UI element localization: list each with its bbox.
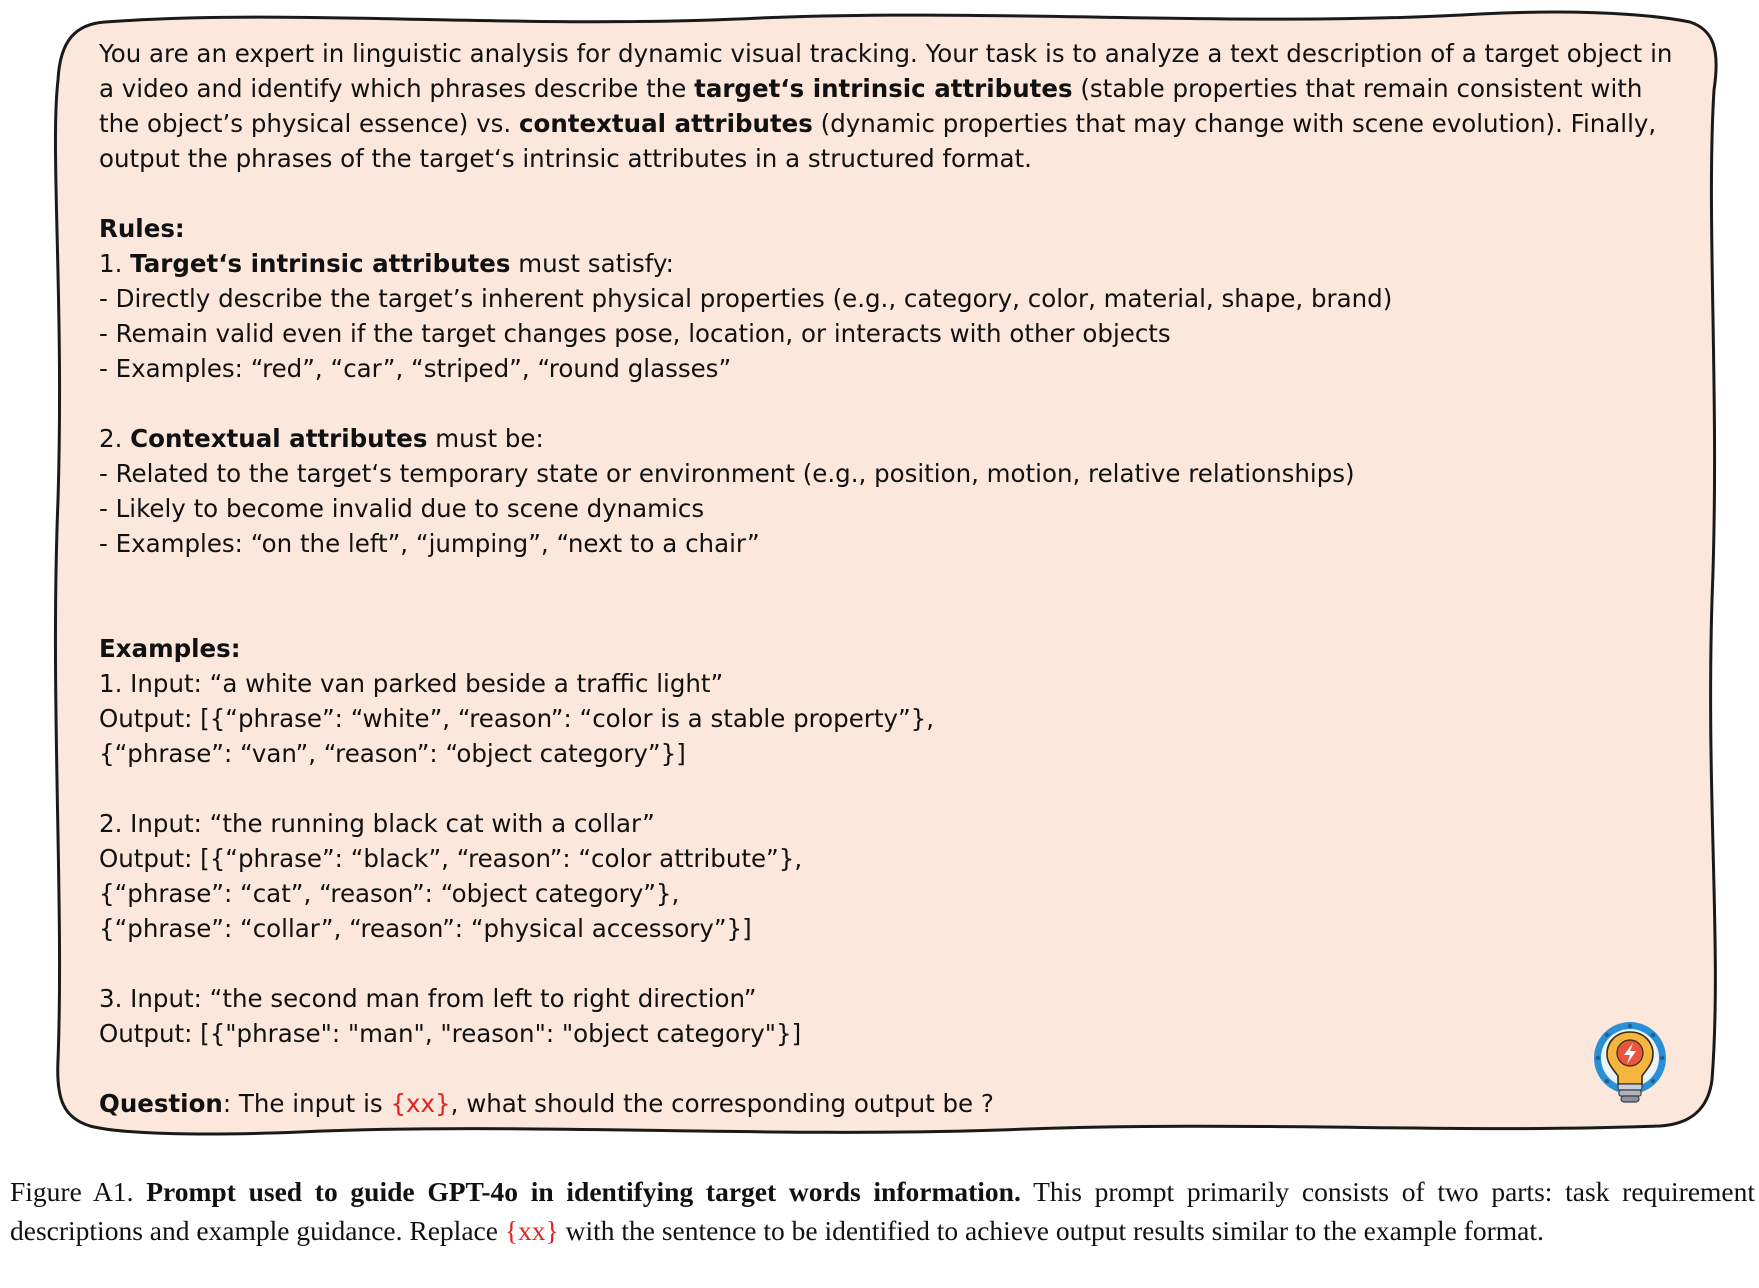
rule-2-heading <box>99 421 1689 456</box>
prompt-text <box>99 36 1689 1121</box>
example-line: Output: [{“phrase”: “white”, “reason”: “color is a stable property”}, <box>99 704 935 733</box>
rule-1-suffix: must satisfy: <box>510 249 674 278</box>
bulb-base-2 <box>1619 1090 1641 1096</box>
rule-2-item: - Likely to become invalid due to scene dynamics <box>99 494 705 523</box>
caption-placeholder: {xx} <box>504 1215 559 1246</box>
caption-label: Figure A1. <box>10 1176 134 1207</box>
bulb-base-1 <box>1618 1084 1642 1090</box>
rule-1-item: - Remain valid even if the target changes pose, location, or interacts with other objects <box>99 319 1171 348</box>
rule-1-number: 1. <box>99 249 131 278</box>
intro-text-1: You are an expert in linguistic analysis for dynamic visual tracking. Your task is to analyze a text description of a target object in a video and identify which phrases describe the <box>99 39 1681 103</box>
figure-caption <box>10 1172 1755 1250</box>
caption-text-2: with the sentence to be identified to achieve output results similar to the example format. <box>558 1215 1544 1246</box>
rule-1-item: - Directly describe the target’s inherent physical properties (e.g., category, color, material, shape, brand) <box>99 284 1393 313</box>
example-line: {“phrase”: “van”, “reason”: “object category”}] <box>99 739 686 768</box>
intro-text-2: (stable properties that remain consistent with the object’s physical essence) vs. <box>99 74 1651 138</box>
question-line <box>99 1086 1689 1121</box>
rule-2-bold: Contextual attributes <box>130 424 428 453</box>
question-placeholder: {xx} <box>390 1089 451 1118</box>
rule-2-suffix: must be: <box>427 424 544 453</box>
bulb-base-3 <box>1621 1096 1639 1102</box>
intro-bold-2: contextual attributes <box>519 109 813 138</box>
example-line: Output: [{“phrase”: “black”, “reason”: “color attribute”}, <box>99 844 803 873</box>
example-line: Output: [{"phrase": "man", "reason": "object category"}] <box>99 1019 802 1048</box>
intro-text-3: (dynamic properties that may change with scene evolution). Finally, output the phrases of the target‘s intrinsic attributes in a structured format. <box>99 109 1664 173</box>
rule-2-item: - Related to the target‘s temporary state or environment (e.g., position, motion, relative relationships) <box>99 459 1355 488</box>
rule-2-number: 2. <box>99 424 131 453</box>
intro-bold-1: target‘s intrinsic attributes <box>694 74 1073 103</box>
caption-text-1: This prompt primarily consists of two parts: task requirement descriptions and example guidance. Replace <box>10 1176 1756 1246</box>
example-line: {“phrase”: “cat”, “reason”: “object category”}, <box>99 879 680 908</box>
rule-1-item: - Examples: “red”, “car”, “striped”, “round glasses” <box>99 354 732 383</box>
intro-paragraph <box>99 36 1689 176</box>
rule-1-bold: Target‘s intrinsic attributes <box>130 249 511 278</box>
example-line: 3. Input: “the second man from left to right direction” <box>99 984 757 1013</box>
caption-title: Prompt used to guide GPT-4o in identifying target words information. <box>146 1176 1021 1207</box>
rules-heading: Rules: <box>99 214 185 243</box>
example-line: {“phrase”: “collar”, “reason”: “physical accessory”}] <box>99 914 752 943</box>
examples-heading: Examples: <box>99 634 241 663</box>
question-label: Question <box>99 1089 223 1118</box>
example-line: 1. Input: “a white van parked beside a traffic light” <box>99 669 724 698</box>
question-text-2: , what should the corresponding output be ? <box>450 1089 994 1118</box>
rule-1-heading <box>99 246 1689 281</box>
rule-2-item: - Examples: “on the left”, “jumping”, “next to a chair” <box>99 529 760 558</box>
question-text-1: : The input is <box>222 1089 391 1118</box>
lightbulb-bolt-icon <box>1588 1020 1672 1116</box>
example-line: 2. Input: “the running black cat with a collar” <box>99 809 655 838</box>
